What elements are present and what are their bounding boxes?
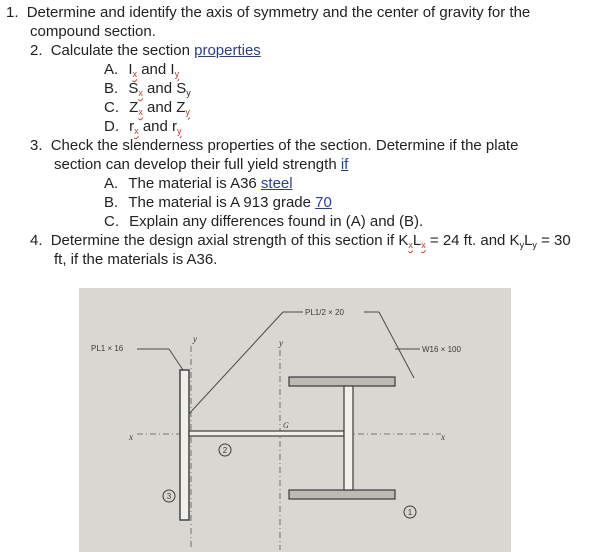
section-drawing <box>79 288 511 552</box>
question-4-text-cont: ft, if the materials is A36. <box>54 251 218 268</box>
symbol: S <box>176 80 187 97</box>
x-axis-label-right: x <box>441 432 445 442</box>
sub-letter: C. <box>104 99 119 116</box>
and-text: and <box>142 118 168 135</box>
steel-link[interactable]: steel <box>260 175 293 192</box>
question-4-line-2 <box>54 250 217 269</box>
symbol: Z <box>129 99 139 116</box>
subscript: y <box>174 69 180 79</box>
top-plate-leader-right-diag <box>379 312 414 378</box>
question-3a <box>104 174 293 193</box>
vertical-plate <box>180 370 189 520</box>
y-axis-label-center: y <box>279 338 283 348</box>
marker-label-3: 3 <box>166 492 172 501</box>
subscript: y <box>532 240 537 250</box>
left-plate-leader-diag <box>169 349 183 370</box>
symbol: L <box>524 232 533 249</box>
grade-70-link[interactable]: 70 <box>315 194 332 211</box>
subscript: y <box>519 240 525 250</box>
question-1-number: 1. <box>6 4 19 21</box>
question-1-text: Determine and identify the axis of symmetry and the center of gravity for the <box>26 4 531 21</box>
x-axis-label-left: x <box>129 432 133 442</box>
w-shape-bottom-flange <box>289 490 395 499</box>
centroid-label: G <box>283 421 289 430</box>
question-3-text-cont: section can develop their full yield strength <box>54 156 341 173</box>
sub-letter: A. <box>104 61 119 78</box>
top-plate-label: PL1/2 × 20 <box>305 308 344 317</box>
symbol: I <box>170 61 175 78</box>
subscript: x <box>421 240 426 250</box>
question-3b <box>104 193 332 212</box>
subscript: x <box>132 69 138 79</box>
if-link[interactable]: if <box>340 156 349 173</box>
question-3-line-1 <box>30 136 518 155</box>
and-text: and <box>147 80 173 97</box>
symbol: r <box>129 118 135 135</box>
compound-section-figure <box>79 288 511 552</box>
question-3-line-2 <box>54 155 348 174</box>
question-2-text: Calculate the section <box>50 42 195 59</box>
question-2-number: 2. <box>30 42 43 59</box>
question-2 <box>30 41 261 60</box>
subscript: y <box>185 107 190 117</box>
symbol: r <box>172 118 178 135</box>
subscript: x <box>134 126 139 136</box>
subscript: y <box>186 88 191 98</box>
subscript: y <box>177 126 182 136</box>
w-shape-top-flange <box>289 377 395 386</box>
sub-letter: B. <box>104 80 119 97</box>
question-4-text: Determine the design axial strength of this section if <box>50 232 399 249</box>
w-shape-web <box>344 386 353 490</box>
question-3-text: Check the slenderness properties of the section. Determine if the plate <box>50 137 519 154</box>
subscript: x <box>138 88 143 98</box>
sub-text: Explain any differences found in (A) and (B). <box>129 213 424 230</box>
sub-text: The material is A 913 grade <box>128 194 316 211</box>
y-axis-label-top: y <box>193 334 197 344</box>
question-3-number: 3. <box>30 137 43 154</box>
sub-letter: C. <box>104 213 119 230</box>
properties-link[interactable]: properties <box>194 42 261 59</box>
sub-letter: D. <box>104 118 119 135</box>
symbol: Z <box>176 99 186 116</box>
sub-letter: A. <box>104 175 119 192</box>
left-plate-label: PL1 × 16 <box>91 344 124 353</box>
top-plate-leader-diag <box>187 312 283 416</box>
subscript: x <box>138 107 143 117</box>
sub-text: The material is A36 <box>128 175 261 192</box>
subscript: x <box>408 240 413 250</box>
sub-letter: B. <box>104 194 119 211</box>
marker-label-2: 2 <box>222 446 228 455</box>
question-4-mid: = 24 ft. and K <box>425 232 520 249</box>
question-1-text-cont: compound section. <box>30 23 156 40</box>
question-4-number: 4. <box>30 232 43 249</box>
question-1-line-1 <box>6 3 530 22</box>
w-shape-label: W16 × 100 <box>422 345 461 354</box>
and-text: and <box>141 61 167 78</box>
question-3c <box>104 212 423 231</box>
question-4-post: = 30 <box>536 232 571 249</box>
symbol: K <box>398 232 409 249</box>
marker-label-1: 1 <box>407 508 413 517</box>
symbol: S <box>128 80 139 97</box>
web-plate <box>189 431 344 436</box>
question-1-line-2 <box>30 22 156 41</box>
symbol: I <box>128 61 133 78</box>
and-text: and <box>147 99 173 116</box>
symbol: L <box>412 232 422 249</box>
